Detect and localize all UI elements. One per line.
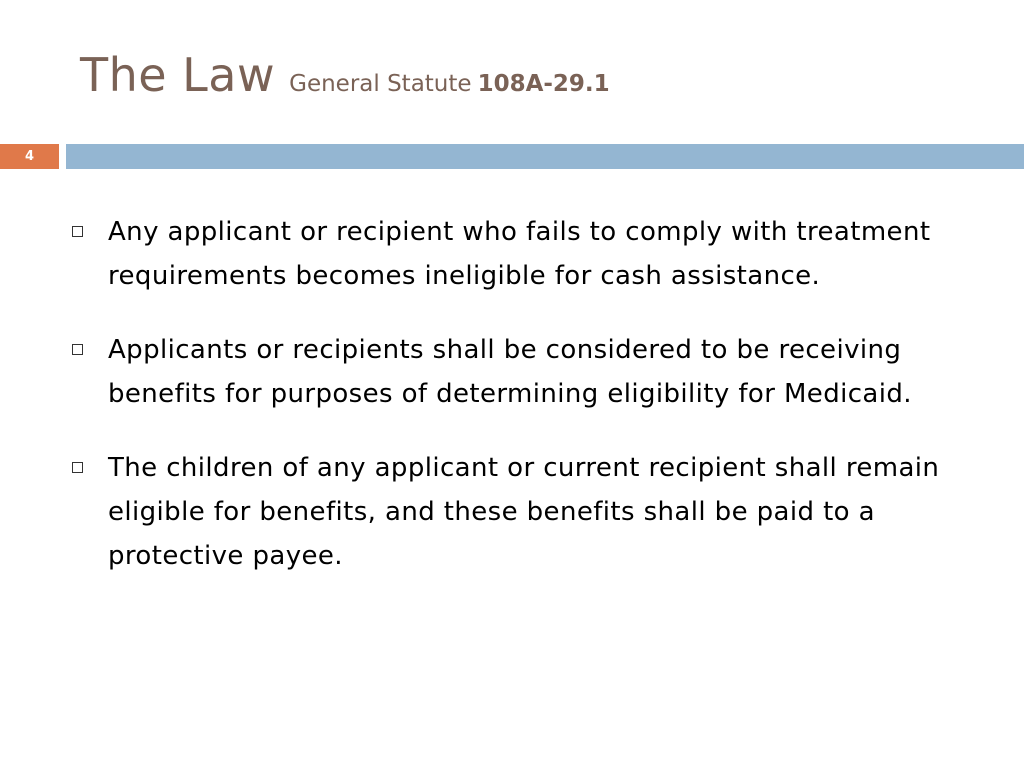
hollow-square-bullet-icon: [72, 344, 83, 355]
page-number: 4: [24, 149, 35, 164]
hollow-square-bullet-icon: [72, 226, 83, 237]
bullet-item: [68, 446, 988, 578]
title-statute-number: 108A-29.1: [477, 71, 610, 97]
title-main: The Law: [80, 48, 276, 102]
bullet-list: [68, 210, 988, 608]
title-subtitle: General Statute: [289, 71, 472, 97]
bullet-item: [68, 210, 988, 298]
slide-title: [80, 48, 610, 102]
bullet-item: [68, 328, 988, 416]
hollow-square-bullet-icon: [72, 462, 83, 473]
bullet-text: Any applicant or recipient who fails to comply with treatment requirements becomes ineligible for cash assistance.: [108, 217, 931, 291]
bullet-text: Applicants or recipients shall be considered to be receiving benefits for purposes of determining eligibility for Medicaid.: [108, 335, 912, 409]
bullet-text: The children of any applicant or current recipient shall remain eligible for benefits, and these benefits shall be paid to a protective payee.: [108, 453, 940, 571]
page-number-badge: [0, 144, 59, 169]
title-divider-bar: [66, 144, 1024, 169]
